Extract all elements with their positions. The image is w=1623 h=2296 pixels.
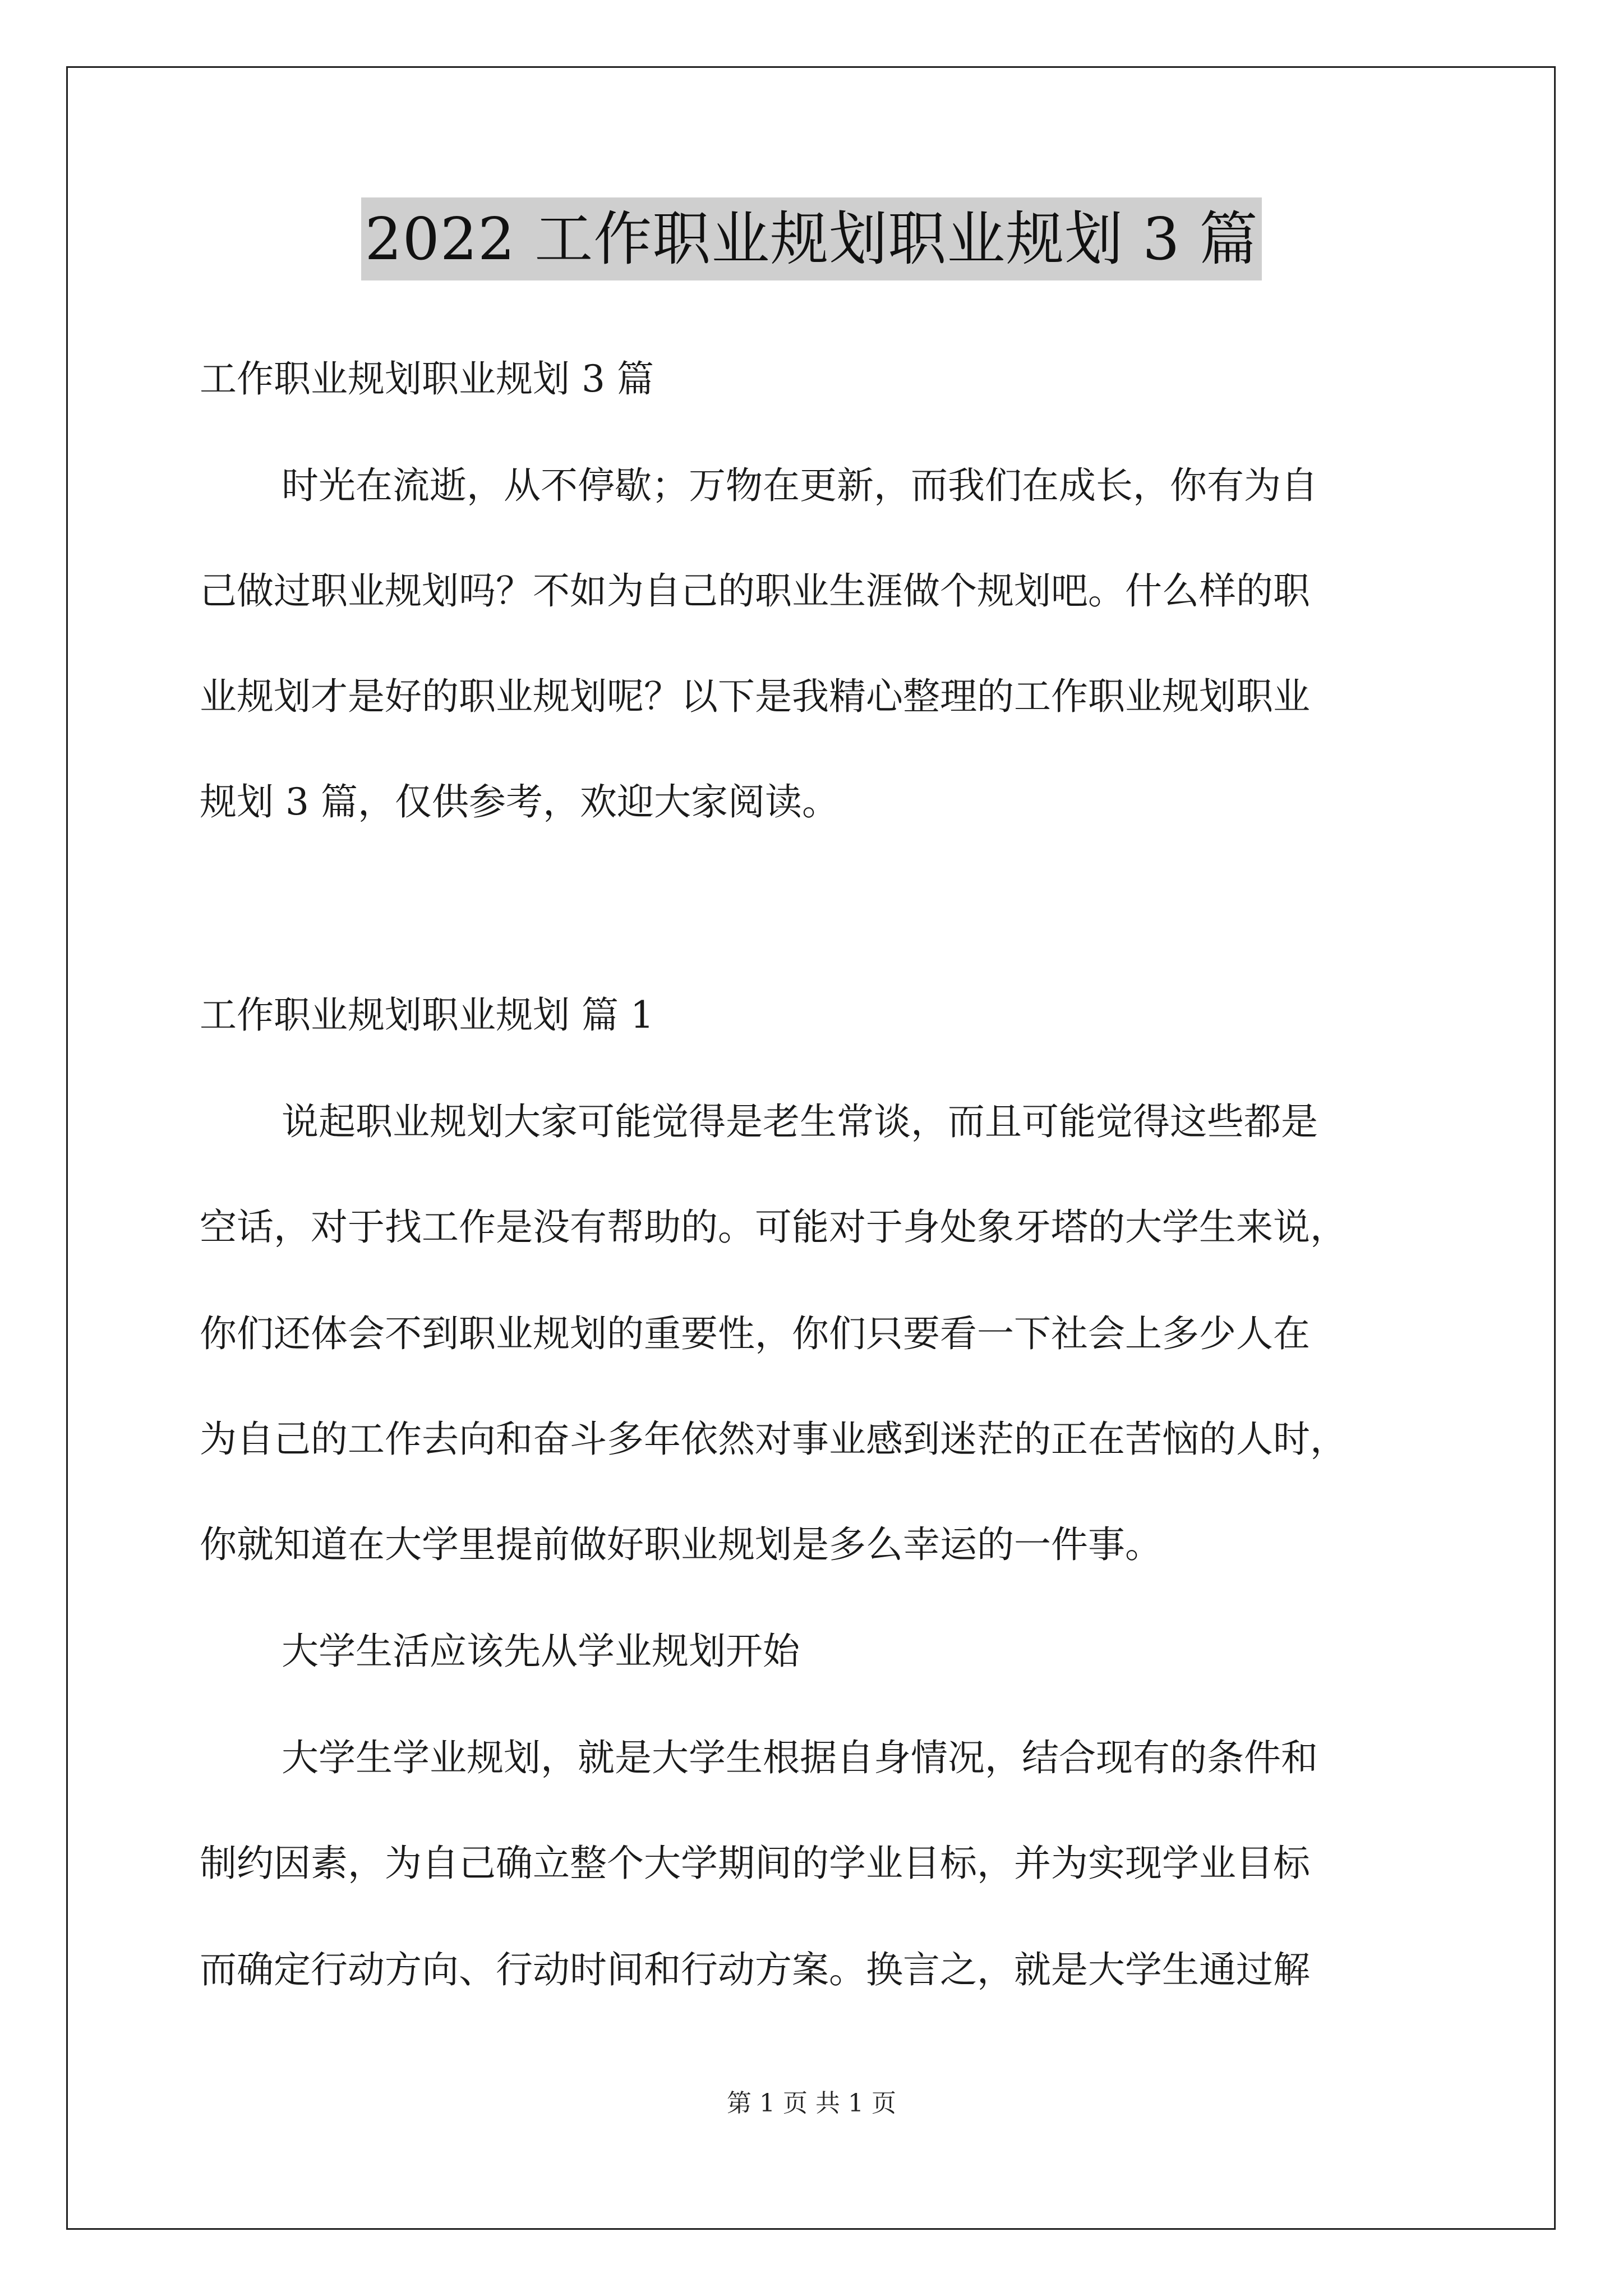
document-title: 2022 工作职业规划职业规划 3 篇 xyxy=(361,197,1261,280)
page-footer: 第 1 页 共 1 页 xyxy=(727,2089,896,2118)
document-subtitle: 工作职业规划职业规划 3 篇 xyxy=(200,357,654,401)
intro-line: 时光在流逝，从不停歇；万物在更新，而我们在成长，你有为自 xyxy=(282,464,1318,507)
paragraph-line: 你们还体会不到职业规划的重要性，你们只要看一下社会上多少人在 xyxy=(200,1312,1310,1355)
intro-line: 规划 3 篇，仅供参考，欢迎大家阅读。 xyxy=(200,780,839,823)
paragraph-line: 而确定行动方向、行动时间和行动方案。换言之，就是大学生通过解 xyxy=(200,1948,1310,1991)
intro-line: 己做过职业规划吗？不如为自己的职业生涯做个规划吧。什么样的职 xyxy=(200,569,1310,613)
title-container xyxy=(0,197,1623,280)
paragraph-line: 说起职业规划大家可能觉得是老生常谈，而且可能觉得这些都是 xyxy=(282,1100,1318,1143)
paragraph-line: 大学生学业规划，就是大学生根据自身情况，结合现有的条件和 xyxy=(282,1736,1318,1779)
paragraph-line: 你就知道在大学里提前做好职业规划是多么幸运的一件事。 xyxy=(200,1523,1162,1566)
section-heading: 工作职业规划职业规划 篇 1 xyxy=(200,993,654,1037)
paragraph-line: 空话，对于找工作是没有帮助的。可能对于身处象牙塔的大学生来说， xyxy=(200,1205,1347,1249)
intro-line: 业规划才是好的职业规划呢？以下是我精心整理的工作职业规划职业 xyxy=(200,675,1310,718)
paragraph-line: 制约因素，为自己确立整个大学期间的学业目标，并为实现学业目标 xyxy=(200,1842,1310,1885)
section-subheading: 大学生活应该先从学业规划开始 xyxy=(282,1630,800,1673)
paragraph-line: 为自己的工作去向和奋斗多年依然对事业感到迷茫的正在苦恼的人时， xyxy=(200,1418,1347,1461)
